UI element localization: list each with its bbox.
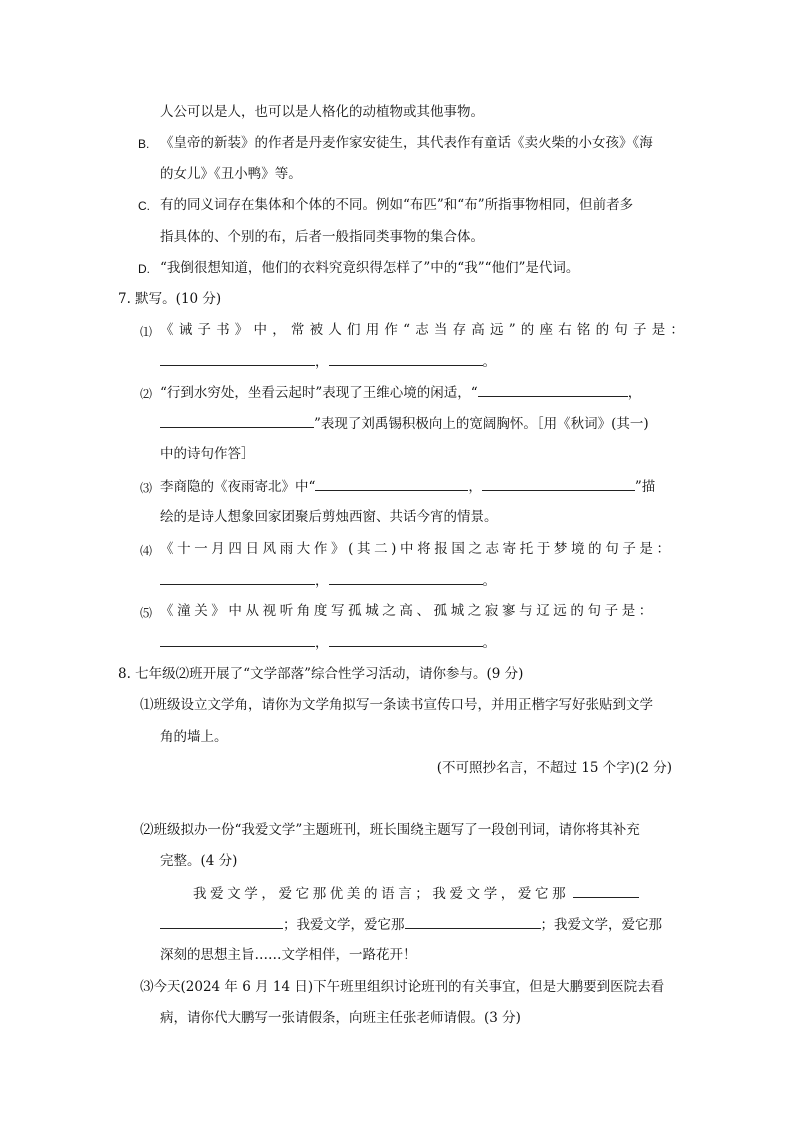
q7-s3-text-b: ”描 — [634, 479, 656, 495]
answer-blank[interactable] — [405, 914, 541, 929]
comma: ， — [315, 635, 329, 651]
answer-blank[interactable] — [160, 351, 315, 366]
q8-s2-para1: 我爱文学，爱它那优美的语言；我爱文学，爱它那 — [193, 886, 570, 902]
comma: ， — [315, 573, 329, 589]
q8-s3-line1: ⑶今天(2024 年 6 月 14 日)下午班里组织讨论班刊的有关事宜，但是大鹏要到医院去看 — [140, 979, 665, 995]
q7-title: 7. 默写。(10 分) — [118, 291, 222, 307]
q6-option-c-line1: 有的同义词存在集体和个体的不同。例如“布匹”和“布”所指事物相同，但前者多 — [160, 197, 634, 213]
q7-s2-text-b: ”表现了刘禹锡积极向上的宽阔胸怀。［用《秋词》(其一) — [314, 416, 649, 432]
q7-s3-line2: 绘的是诗人想象回家团聚后剪烛西窗、共话今宵的情景。 — [160, 509, 498, 525]
q7-s4-text: 《十一月四日风雨大作》(其二)中将报国之志寄托于梦境的句子是： — [160, 541, 674, 557]
comma: ， — [468, 479, 482, 495]
answer-blank[interactable] — [329, 570, 483, 585]
q7-s2-line3: 中的诗句作答］ — [160, 446, 255, 462]
q8-s1-line2: 角的墙上。 — [160, 729, 228, 745]
q7-s2-line1 — [160, 382, 641, 403]
q8-s2-line2: 完整。(4 分) — [160, 853, 238, 869]
q8-s1-note: (不可照抄名言，不超过 15 个字)(2 分) — [436, 760, 672, 776]
q7-s2-line2 — [160, 413, 649, 434]
q8-s3-line2: 病，请你代大鹏写一张请假条，向班主任张老师请假。(3 分) — [160, 1010, 521, 1026]
answer-blank[interactable] — [160, 914, 283, 929]
answer-blank[interactable] — [573, 883, 639, 898]
answer-blank[interactable] — [160, 632, 315, 647]
q8-s2-para2b: ；我爱文学，爱它那 — [540, 917, 662, 933]
q7-s3-text-a: 李商隐的《夜雨寄北》中“ — [160, 479, 316, 495]
q6-option-b-label: B. — [138, 137, 150, 151]
q7-s2-text-a: “行到水穷处，坐看云起时”表现了王维心境的闲适，“ — [160, 385, 478, 401]
q7-s3-line1 — [160, 476, 655, 497]
q6-option-b-line2: 的女儿》《丑小鸭》等。 — [160, 166, 302, 182]
answer-blank[interactable] — [478, 382, 628, 397]
q6-option-c-line2: 指具体的、个别的布，后者一般指同类事物的集合体。 — [160, 229, 484, 245]
comma: ， — [315, 354, 329, 370]
q7-s1-answer-line — [160, 351, 496, 372]
q7-s5-label: ⑸ — [140, 606, 153, 620]
answer-blank[interactable] — [482, 476, 635, 491]
q6-option-d-label: D. — [138, 262, 150, 276]
comma: ， — [627, 385, 642, 401]
answer-blank[interactable] — [329, 632, 483, 647]
q6-option-c-label: C. — [138, 199, 150, 213]
q7-s5-text: 《潼关》中从视听角度写孤城之高、孤城之寂寥与辽远的句子是： — [160, 603, 656, 619]
q7-s4-label: ⑷ — [140, 544, 153, 558]
period: 。 — [482, 573, 496, 589]
q8-s2-para-line1 — [193, 883, 639, 904]
q7-s1-label: ⑴ — [140, 325, 153, 339]
q6-option-d-line1: “我倒很想知道，他们的衣料究竟织得怎样了”中的“我”“他们”是代词。 — [160, 260, 580, 276]
answer-blank[interactable] — [315, 476, 468, 491]
answer-blank[interactable] — [160, 570, 315, 585]
q8-s2-para-line3: 深刻的思想主旨……文学相伴，一路花开！ — [160, 947, 417, 963]
q8-s1-line1: ⑴班级设立文学角，请你为文学角拟写一条读书宣传口号，并用正楷字写好张贴到文学 — [140, 697, 653, 713]
q7-s4-answer-line — [160, 570, 496, 591]
period: 。 — [482, 354, 496, 370]
q8-s2-para2a: ；我爱文学，爱它那 — [283, 917, 405, 933]
q7-s3-label: ⑶ — [140, 481, 153, 495]
q6-option-a-continuation: 人公可以是人，也可以是人格化的动植物或其他事物。 — [160, 104, 484, 120]
q8-s2-para-line2 — [160, 914, 662, 935]
q7-s1-text: 《诫子书》中，常被人们用作“志当存高远”的座右铭的句子是： — [160, 322, 690, 338]
q6-option-b-line1: 《皇帝的新装》的作者是丹麦作家安徒生，其代表作有童话《卖火柴的小女孩》《海 — [160, 135, 653, 151]
period: 。 — [482, 635, 496, 651]
answer-blank[interactable] — [329, 351, 483, 366]
q7-s2-label: ⑵ — [140, 387, 153, 401]
q8-title: 8. 七年级⑵班开展了“文学部落”综合性学习活动，请你参与。(9 分) — [118, 666, 524, 682]
answer-blank[interactable] — [160, 413, 314, 428]
q8-s2-line1: ⑵班级拟办一份“我爱文学”主题班刊，班长围绕主题写了一段创刊词，请你将其补充 — [140, 822, 640, 838]
q7-s5-answer-line — [160, 632, 496, 653]
